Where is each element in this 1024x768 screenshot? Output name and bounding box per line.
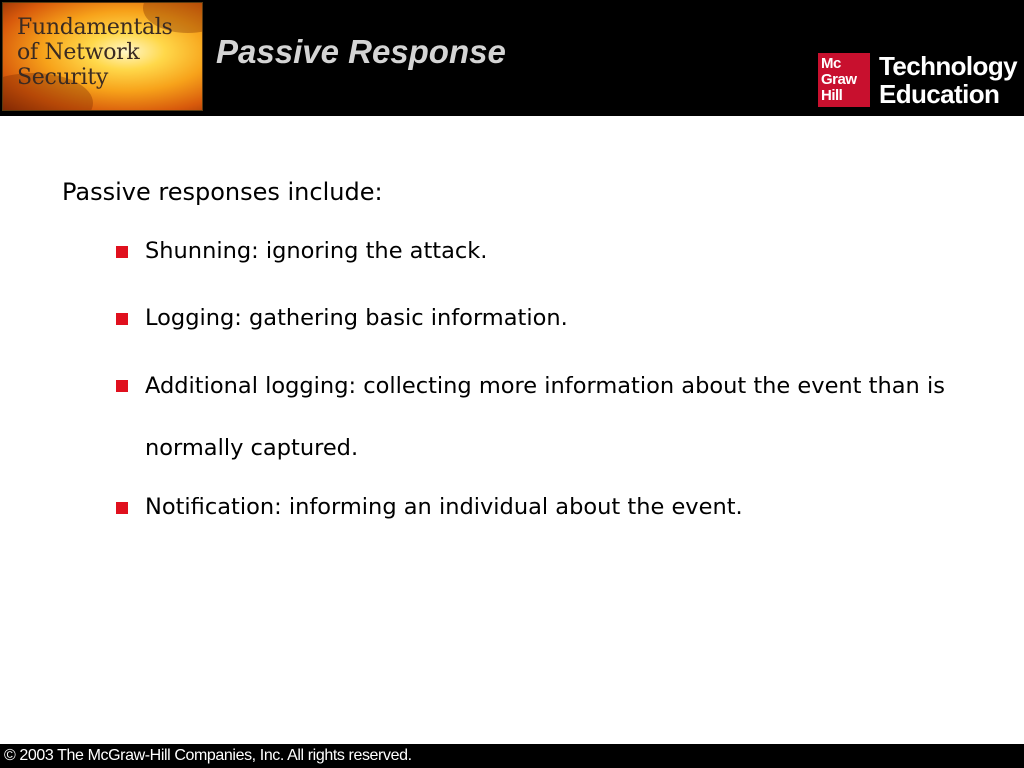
- copyright-notice: © 2003 The McGraw-Hill Companies, Inc. All rights reserved.: [4, 747, 412, 764]
- intro-text: Passive responses include:: [62, 178, 383, 206]
- brand-mark-line-2: Graw: [821, 71, 857, 88]
- red-square-icon: [116, 380, 128, 392]
- bullet-item-logging: [62, 300, 962, 337]
- bullet-text: Shunning: ignoring the attack.: [145, 238, 488, 264]
- brand-word-technology: Technology: [879, 51, 1017, 81]
- brand-word-education: Education: [879, 79, 1000, 109]
- brand-mark-line-1: Mc: [821, 55, 841, 72]
- bullet-item-shunning: [62, 233, 962, 270]
- slide-title: Passive Response: [216, 33, 506, 70]
- bullet-text: Additional logging: collecting more information about the event than is normally captured.: [145, 373, 945, 461]
- book-logo-line-3: Security: [17, 65, 109, 90]
- bullet-item-additional-logging: [62, 355, 962, 479]
- book-logo-line-2: of Network: [17, 40, 140, 65]
- red-square-icon: [116, 502, 128, 514]
- brand-mark-line-3: Hill: [821, 87, 843, 104]
- book-logo-line-1: Fundamentals: [17, 15, 173, 40]
- slide-footer: [0, 744, 1024, 768]
- red-square-icon: [116, 313, 128, 325]
- book-cover-logo: [2, 2, 203, 111]
- bullet-list: [62, 233, 962, 526]
- bullet-text: Notification: informing an individual about the event.: [145, 494, 743, 520]
- slide-header: [0, 0, 1024, 116]
- red-square-icon: [116, 246, 128, 258]
- slide-body: [62, 170, 962, 556]
- mcgraw-hill-mark: [818, 53, 870, 107]
- bullet-text: Logging: gathering basic information.: [145, 305, 568, 331]
- mcgraw-hill-brand-logo: [818, 52, 1022, 108]
- bullet-item-notification: [62, 489, 962, 526]
